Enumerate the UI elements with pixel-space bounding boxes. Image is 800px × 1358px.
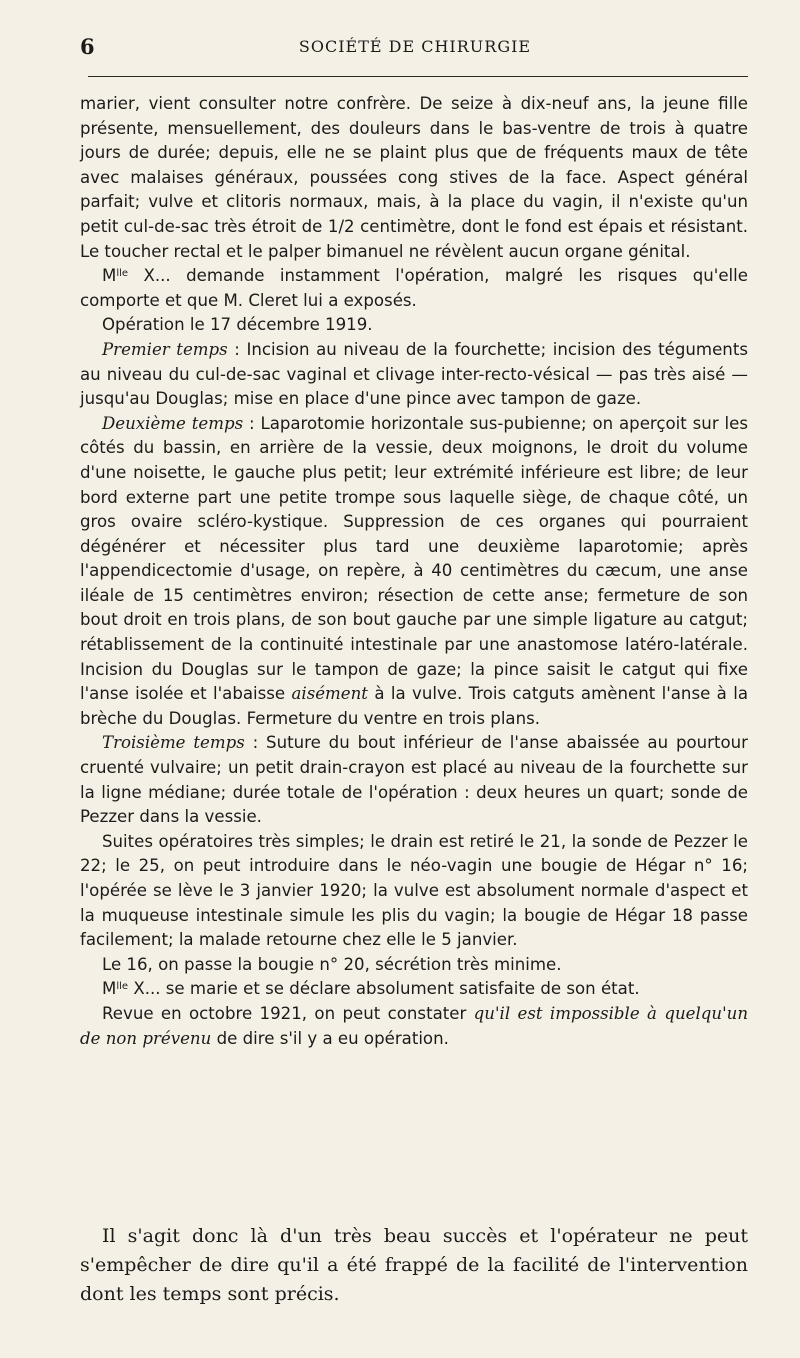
paragraph-text: Revue en octobre 1921, on peut constater [102,1003,474,1023]
body-paragraph [80,412,748,732]
paragraph-text: Opération le 17 décembre 1919. [102,315,373,335]
italic-text: qu'il est impossible à quelqu'un de non prévenu [80,1003,749,1048]
paragraph-text: X... demande instamment l'opération, malgré les risques qu'elle comporte et que M. Cleret lui a exposés. [80,266,748,310]
italic-text: aisément [291,684,368,704]
paragraph-text: : Suture du bout inférieur de l'anse abaissée au pourtour cruenté vulvaire; un petit drain-crayon est placé au niveau de la fourchette sur la ligne médiane; durée totale de l'opération : deux heures un quart; sonde de Pezzer dans la vessie. [80,733,748,827]
running-title: SOCIÉTÉ DE CHIRURGIE [298,37,532,56]
italic-text: Premier temps [102,339,228,359]
body-paragraph [80,92,748,264]
body-paragraph [80,731,748,829]
header-rule [88,76,748,77]
superscript-text: lle [116,268,129,280]
body-paragraph [80,1002,748,1051]
body-paragraph [80,977,748,1002]
body-paragraph [80,830,748,953]
paragraph-text: marier, vient consulter notre confrère. De seize à dix-neuf ans, la jeune fille présente, mensuellement, des douleurs dans le bas-ventre de trois à quatre jours de durée; depuis, elle ne se plaint plus que de fréquents maux de tête avec malaises généraux, poussées cong stives de la face. Aspect général parfait; vulve et clitoris normaux, mais, à la place du vagin, il n'existe qu'un petit cul-de-sac très étroit de 1/2 centimètre, dont le fond est épais et résistant. Le toucher rectal et le palper bimanuel ne révèlent aucun organe génital. [80,94,748,261]
page-header [80,34,750,62]
paragraph-text: à la vulve. Trois catguts amènent l'anse à la brèche du Douglas. Fermeture du ventre en trois plans. [80,684,748,728]
paragraph-text: Suites opératoires très simples; le drain est retiré le 21, la sonde de Pezzer le 22; le 25, on peut introduire dans le néo-vagin une bougie de Hégar n° 16; l'opérée se lève le 3 janvier 1920; la vulve est absolument normale d'aspect et la muqueuse intestinale simule les plis du vagin; la bougie de Hégar 18 passe facilement; la malade retourne chez elle le 5 janvier. [80,831,748,950]
body-paragraph [80,953,748,978]
case-report-body [80,92,748,1051]
page-number: 6 [80,34,95,59]
paragraph-text: X... se marie et se déclare absolument satisfaite de son état. [128,979,640,999]
paragraph-text: Le 16, on passe la bougie n° 20, sécrétion très minime. [102,954,562,974]
body-paragraph [80,313,748,338]
paragraph-text: M [102,979,117,999]
italic-text: Troisième temps [102,733,245,753]
body-paragraph [80,264,748,313]
paragraph-text: : Laparotomie horizontale sus-pubienne; on aperçoit sur les côtés du bassin, en arrière de la vessie, deux moignons, le droit du volume d'une noisette, le gauche plus petit; leur extrémité inférieure est libre; de leur bord externe part une petite trompe sous laquelle siège, de chaque côté, un gros ovaire scléro-kystique. Suppression de ces organes qui pourraient dégénérer et nécessiter plus tard une deuxième laparotomie; après l'appendicectomie d'usage, on repère, à 40 centimètres du cæcum, une anse iléale de 15 centimètres environ; résection de cette anse; fermeture de son bout droit en trois plans, de son bout gauche par une simple ligature au catgut; rétablissement de la continuité intestinale par une anastomose latéro-latérale. Incision du Douglas sur le tampon de gaze; la pince saisit le catgut qui fixe l'anse isolée et l'abaisse [80,413,748,704]
paragraph-text: M [102,266,117,286]
superscript-text: lle [116,981,129,993]
paragraph-text: : Incision au niveau de la fourchette; incision des téguments au niveau du cul-de-sac vaginal et clivage inter-recto-vésical — pas très aisé — jusqu'au Douglas; mise en place d'une pince avec tampon de gaze. [80,339,748,409]
italic-text: Deuxième temps [102,413,244,433]
body-paragraph [80,338,748,412]
paragraph-text: de dire s'il y a eu opération. [211,1028,449,1048]
conclusion-paragraph: Il s'agit donc là d'un très beau succès et l'opérateur ne peut s'empêcher de dire qu'il a été frappé de la facilité de l'intervention dont les temps sont précis. [80,1225,748,1305]
conclusion-block [80,1222,748,1309]
